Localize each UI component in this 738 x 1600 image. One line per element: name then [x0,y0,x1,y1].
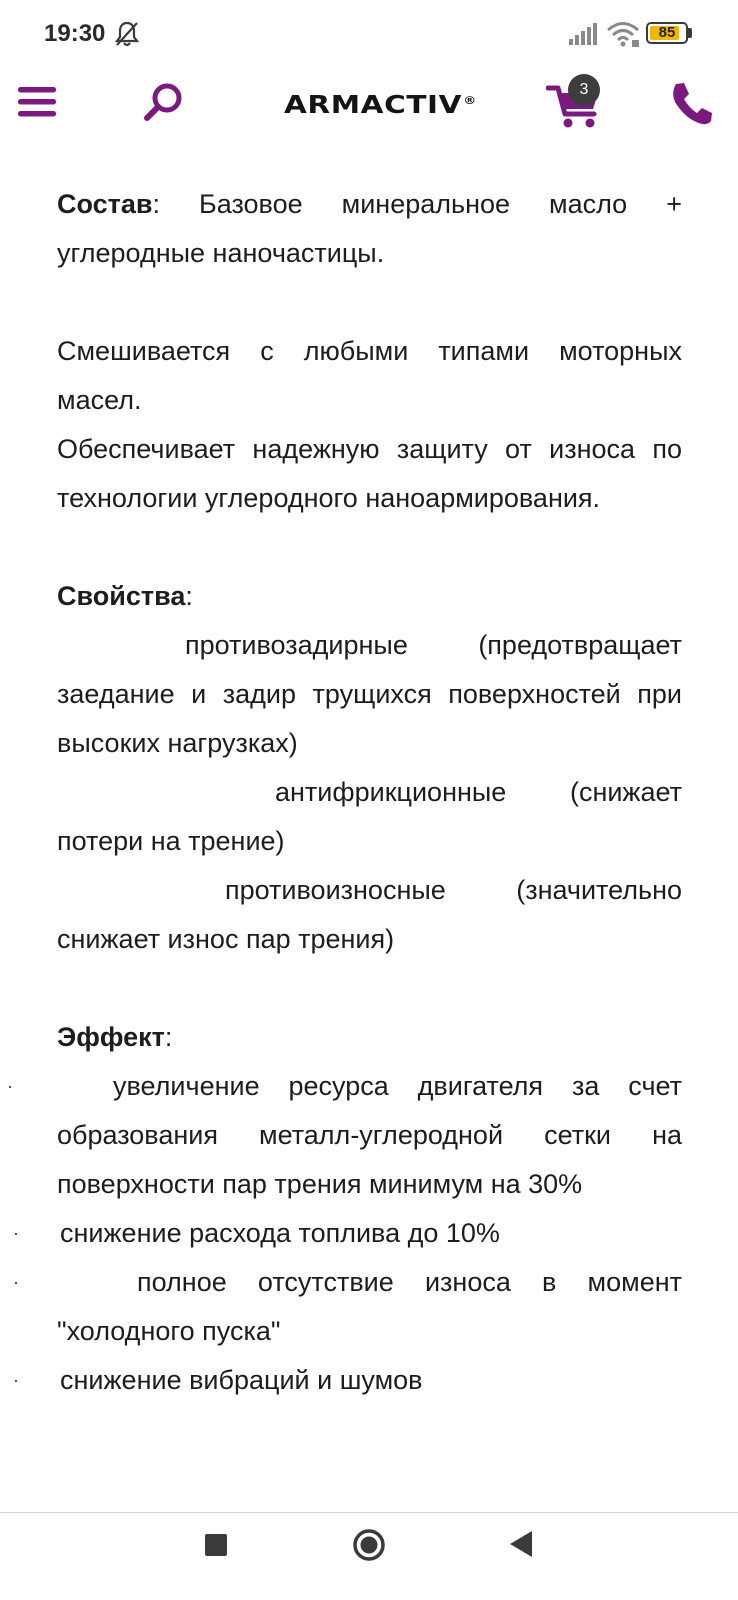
effect-list-item [7,1062,682,1209]
home-icon[interactable] [352,1528,386,1562]
effect-list-item [13,1209,682,1258]
bullet-icon: · [13,1223,19,1243]
effect-label: Эффект [57,1022,165,1052]
bullet-icon: · [13,1370,19,1390]
product-description [7,180,682,1405]
property-item: противозадирные (предотвращает заедание и задир трущихся поверхностей при высоких нагрузках) [57,630,682,758]
search-button[interactable] [142,78,188,124]
effect-heading [57,1013,682,1062]
bullet-icon: · [7,1076,13,1096]
app-header [0,70,738,136]
do-not-disturb-icon [114,20,140,48]
effect-item-text: снижение вибраций и шумов [60,1365,423,1395]
bullet-icon: · [13,1272,19,1292]
effect-list-item [13,1356,682,1405]
signal-icon [568,22,598,46]
logo-registered-mark: ® [463,94,477,107]
search-icon [142,78,188,124]
effect-item-text: полное отсутствие износа в момент "холодного пуска" [57,1267,682,1346]
effect-list-item [13,1258,682,1356]
logo[interactable] [284,90,477,120]
status-time: 19:30 [44,20,106,47]
system-nav-bar [0,1513,738,1600]
recents-icon[interactable] [205,1534,227,1556]
description-line-2: Обеспечивает надежную защиту от износа по технологии углеродного наноармирования. [57,434,682,513]
composition-paragraph [57,180,682,278]
logo-text: ARMACTIV [284,90,463,119]
properties-label: Свойства [57,581,186,611]
phone-icon [670,80,714,126]
phone-button[interactable] [670,80,714,126]
menu-button[interactable] [16,80,60,124]
properties-colon: : [185,581,193,611]
description-line-1: Смешивается с любыми типами моторных масел. [57,336,682,415]
status-bar [0,0,738,70]
battery-icon [646,22,692,44]
wifi-icon [606,20,640,48]
back-icon[interactable] [508,1529,534,1559]
property-item: противоизносные (значительно снижает износ пар трения) [57,875,682,954]
property-item: антифрикционные (снижает потери на трение) [57,777,682,856]
effect-item-text: увеличение ресурса двигателя за счет образования металл-углеродной сетки на поверхности пар трения минимум на 30% [57,1071,682,1199]
cart-count-badge: 3 [568,74,600,106]
properties-heading [57,572,682,621]
menu-icon [16,80,60,124]
composition-label: Состав [57,189,153,219]
composition-text: : Базовое минеральное масло + углеродные наночастицы. [57,189,682,268]
effect-item-text: снижение расхода топлива до 10% [60,1218,500,1248]
effect-colon: : [164,1022,173,1052]
battery-level: 85 [658,24,676,41]
